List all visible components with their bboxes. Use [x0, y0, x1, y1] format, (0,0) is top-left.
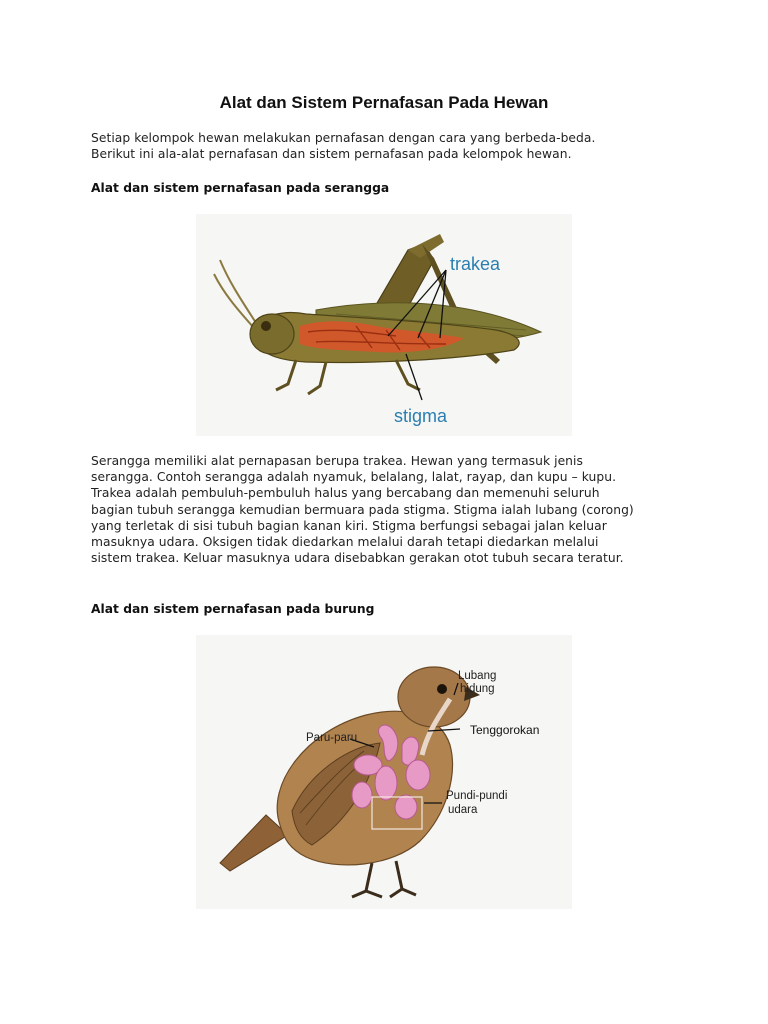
section-heading-insect: Alat dan sistem pernafasan pada serangga [91, 181, 390, 195]
page-title: Alat dan Sistem Pernafasan Pada Hewan [219, 93, 549, 112]
paragraph-line: yang terletak di sisi tubuh bagian kanan kiri. Stigma berfungsi sebagai jalan keluar [91, 518, 607, 533]
section-heading-bird: Alat dan sistem pernafasan pada burung [91, 602, 375, 616]
grasshopper-diagram [196, 214, 572, 436]
pundi-label-line-1: Pundi-pundi [446, 790, 508, 802]
bird-diagram [196, 635, 572, 909]
pundi-label-line-2: udara [448, 804, 478, 816]
paragraph-line: serangga. Contoh serangga adalah nyamuk, belalang, lalat, rayap, dan kupu – kupu. [91, 470, 617, 485]
intro-line: Berikut ini ala-alat pernafasan dan sistem pernafasan pada kelompok hewan. [91, 147, 572, 162]
paragraph-line: bagian tubuh serangga kemudian bermuara pada stigma. Stigma ialah lubang (corong) [91, 502, 634, 517]
insect-paragraph [91, 453, 691, 566]
paragraph-line: sistem trakea. Keluar masuknya udara disebabkan gerakan otot tubuh secara teratur. [91, 551, 624, 566]
trakea-label: trakea [450, 254, 501, 274]
lubang-label-line-1: Lubang [458, 670, 497, 682]
paragraph-line: Serangga memiliki alat pernapasan berupa trakea. Hewan yang termasuk jenis [91, 454, 583, 468]
paru-paru-label: Paru-paru [306, 732, 358, 744]
intro-paragraph [91, 130, 691, 162]
paragraph-line: Trakea adalah pembuluh-pembuluh halus yang bercabang dan memenuhi seluruh [91, 486, 600, 501]
stigma-label: stigma [394, 406, 448, 426]
paragraph-line: masuknya udara. Oksigen tidak diedarkan melalui darah tetapi diedarkan melalui [91, 535, 599, 550]
lubang-label-line-2: hidung [460, 683, 495, 695]
tenggorokan-label: Tenggorokan [470, 723, 540, 737]
grasshopper-figure [196, 214, 572, 436]
intro-line: Setiap kelompok hewan melakukan pernafasan dengan cara yang berbeda-beda. [91, 131, 596, 145]
bird-figure [196, 635, 572, 909]
